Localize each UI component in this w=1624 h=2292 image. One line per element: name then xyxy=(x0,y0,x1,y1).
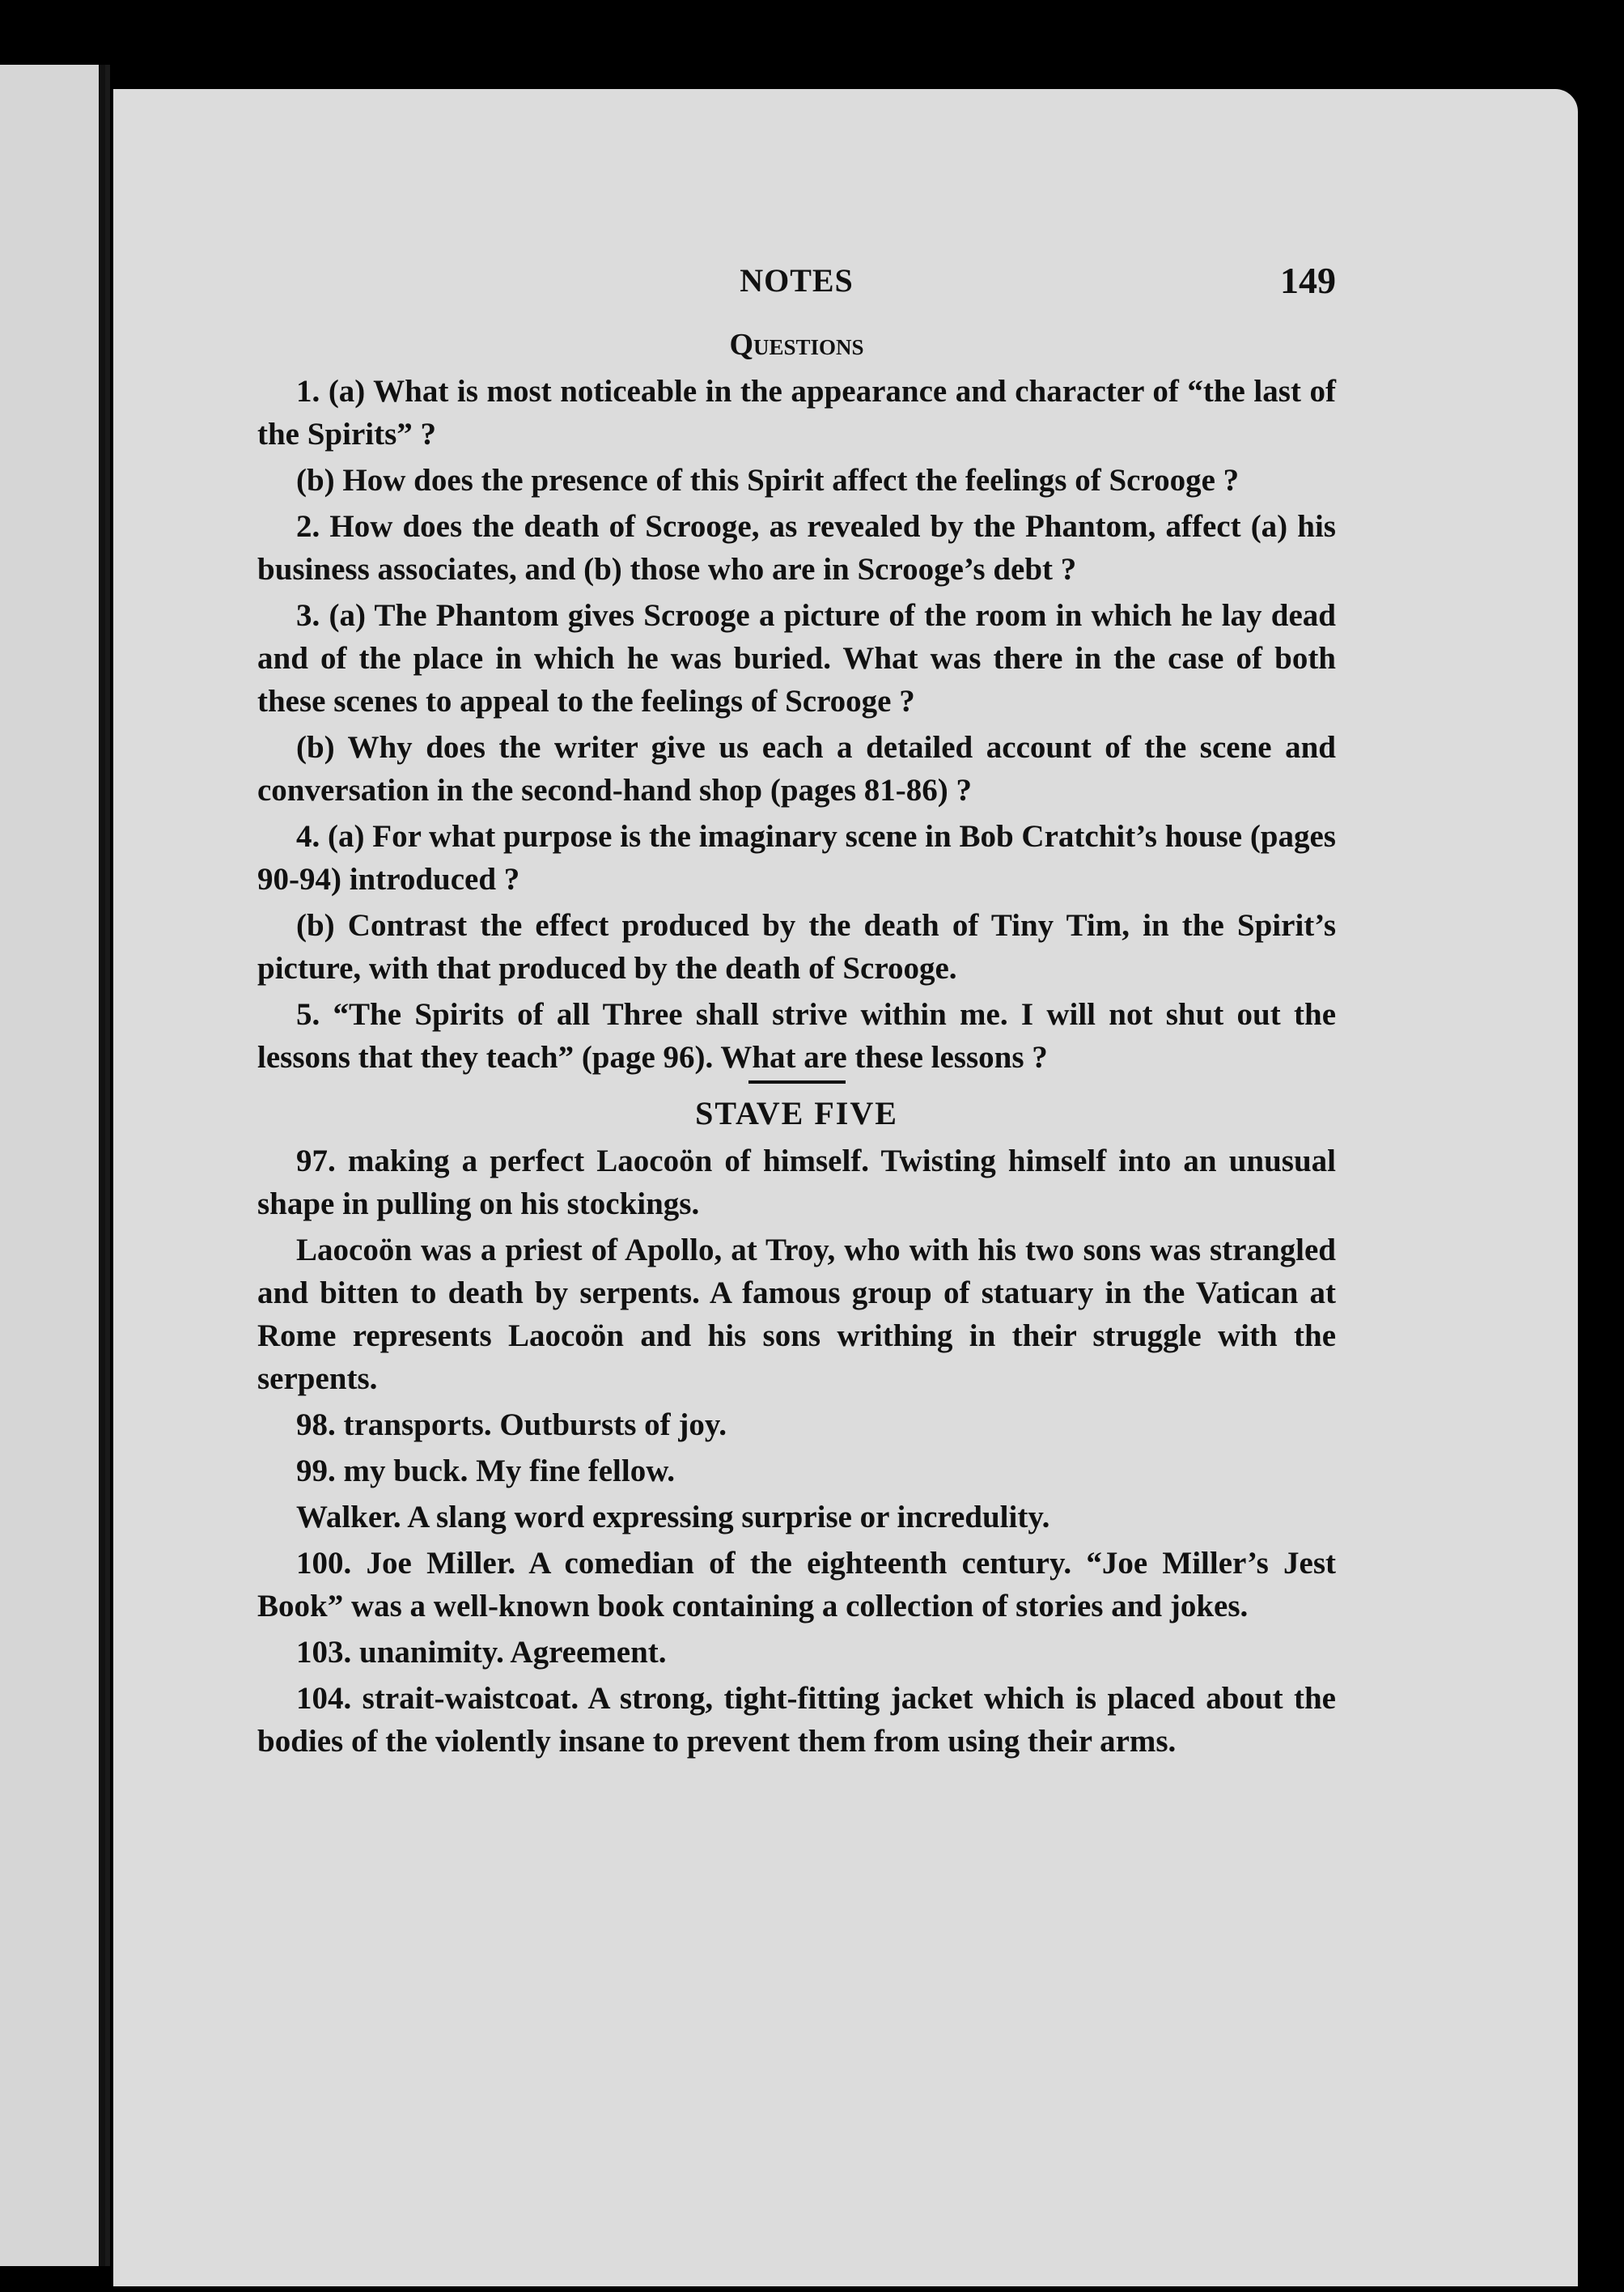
note-entry: 104. strait-waistcoat. A strong, tight-fitting jacket which is placed about the bodies of the violently insane to prevent them from using their arms. xyxy=(257,1681,1336,1759)
question-item: (b) How does the presence of this Spirit affect the feelings of Scrooge ? xyxy=(296,463,1240,498)
running-head-title: NOTES xyxy=(740,262,854,299)
question-item: 4. (a) For what purpose is the imaginary scene in Bob Cratchit’s house (pages 90-94) introduced ? xyxy=(257,819,1336,897)
note-entry: 103. unanimity. Agreement. xyxy=(296,1635,667,1670)
book-page xyxy=(113,89,1578,2286)
note-entry: 99. my buck. My fine fellow. xyxy=(296,1454,675,1488)
question-item: (b) Contrast the effect produced by the death of Tiny Tim, in the Spirit’s picture, with that produced by the death of Scrooge. xyxy=(257,908,1336,986)
questions-heading: Questions xyxy=(729,328,864,362)
section-divider xyxy=(748,1080,846,1084)
page-text-block xyxy=(257,259,1336,1763)
note-entry: Laocoön was a priest of Apollo, at Troy, who with his two sons was strangled and bitten to death by serpents. A famous group of statuary in the Vatican at Rome represents Laocoön and his sons writhing in their struggle with the serpents. xyxy=(257,1233,1336,1396)
facing-page-edge xyxy=(0,65,110,2266)
question-item: (b) Why does the writer give us each a detailed account of the scene and conversation in the second-hand shop (pages 81-86) ? xyxy=(257,730,1336,808)
page-number: 149 xyxy=(1280,260,1336,301)
question-item: 5. “The Spirits of all Three shall strive within me. I will not shut out the lessons that they teach” (page 96). What are these lessons ? xyxy=(257,997,1336,1075)
note-entry: 98. transports. Outbursts of joy. xyxy=(296,1407,727,1442)
question-item: 3. (a) The Phantom gives Scrooge a picture of the room in which he lay dead and of the place in which he was buried. What was there in the case of both these scenes to appeal to the feelings of Scrooge ? xyxy=(257,598,1336,719)
note-entry: 97. making a perfect Laocoön of himself. Twisting himself into an unusual shape in pulling on his stockings. xyxy=(257,1144,1336,1221)
question-item: 1. (a) What is most noticeable in the appearance and character of “the last of the Spirits” ? xyxy=(257,374,1336,452)
note-entry: 100. Joe Miller. A comedian of the eighteenth century. “Joe Miller’s Jest Book” was a well-known book containing a collection of stories and jokes. xyxy=(257,1546,1336,1624)
running-head xyxy=(257,259,1336,316)
stave-heading: STAVE FIVE xyxy=(695,1095,898,1131)
question-item: 2. How does the death of Scrooge, as revealed by the Phantom, affect (a) his business associates, and (b) those who are in Scrooge’s debt ? xyxy=(257,509,1336,587)
page-gutter xyxy=(99,65,105,2266)
note-entry: Walker. A slang word expressing surprise or incredulity. xyxy=(296,1500,1050,1534)
